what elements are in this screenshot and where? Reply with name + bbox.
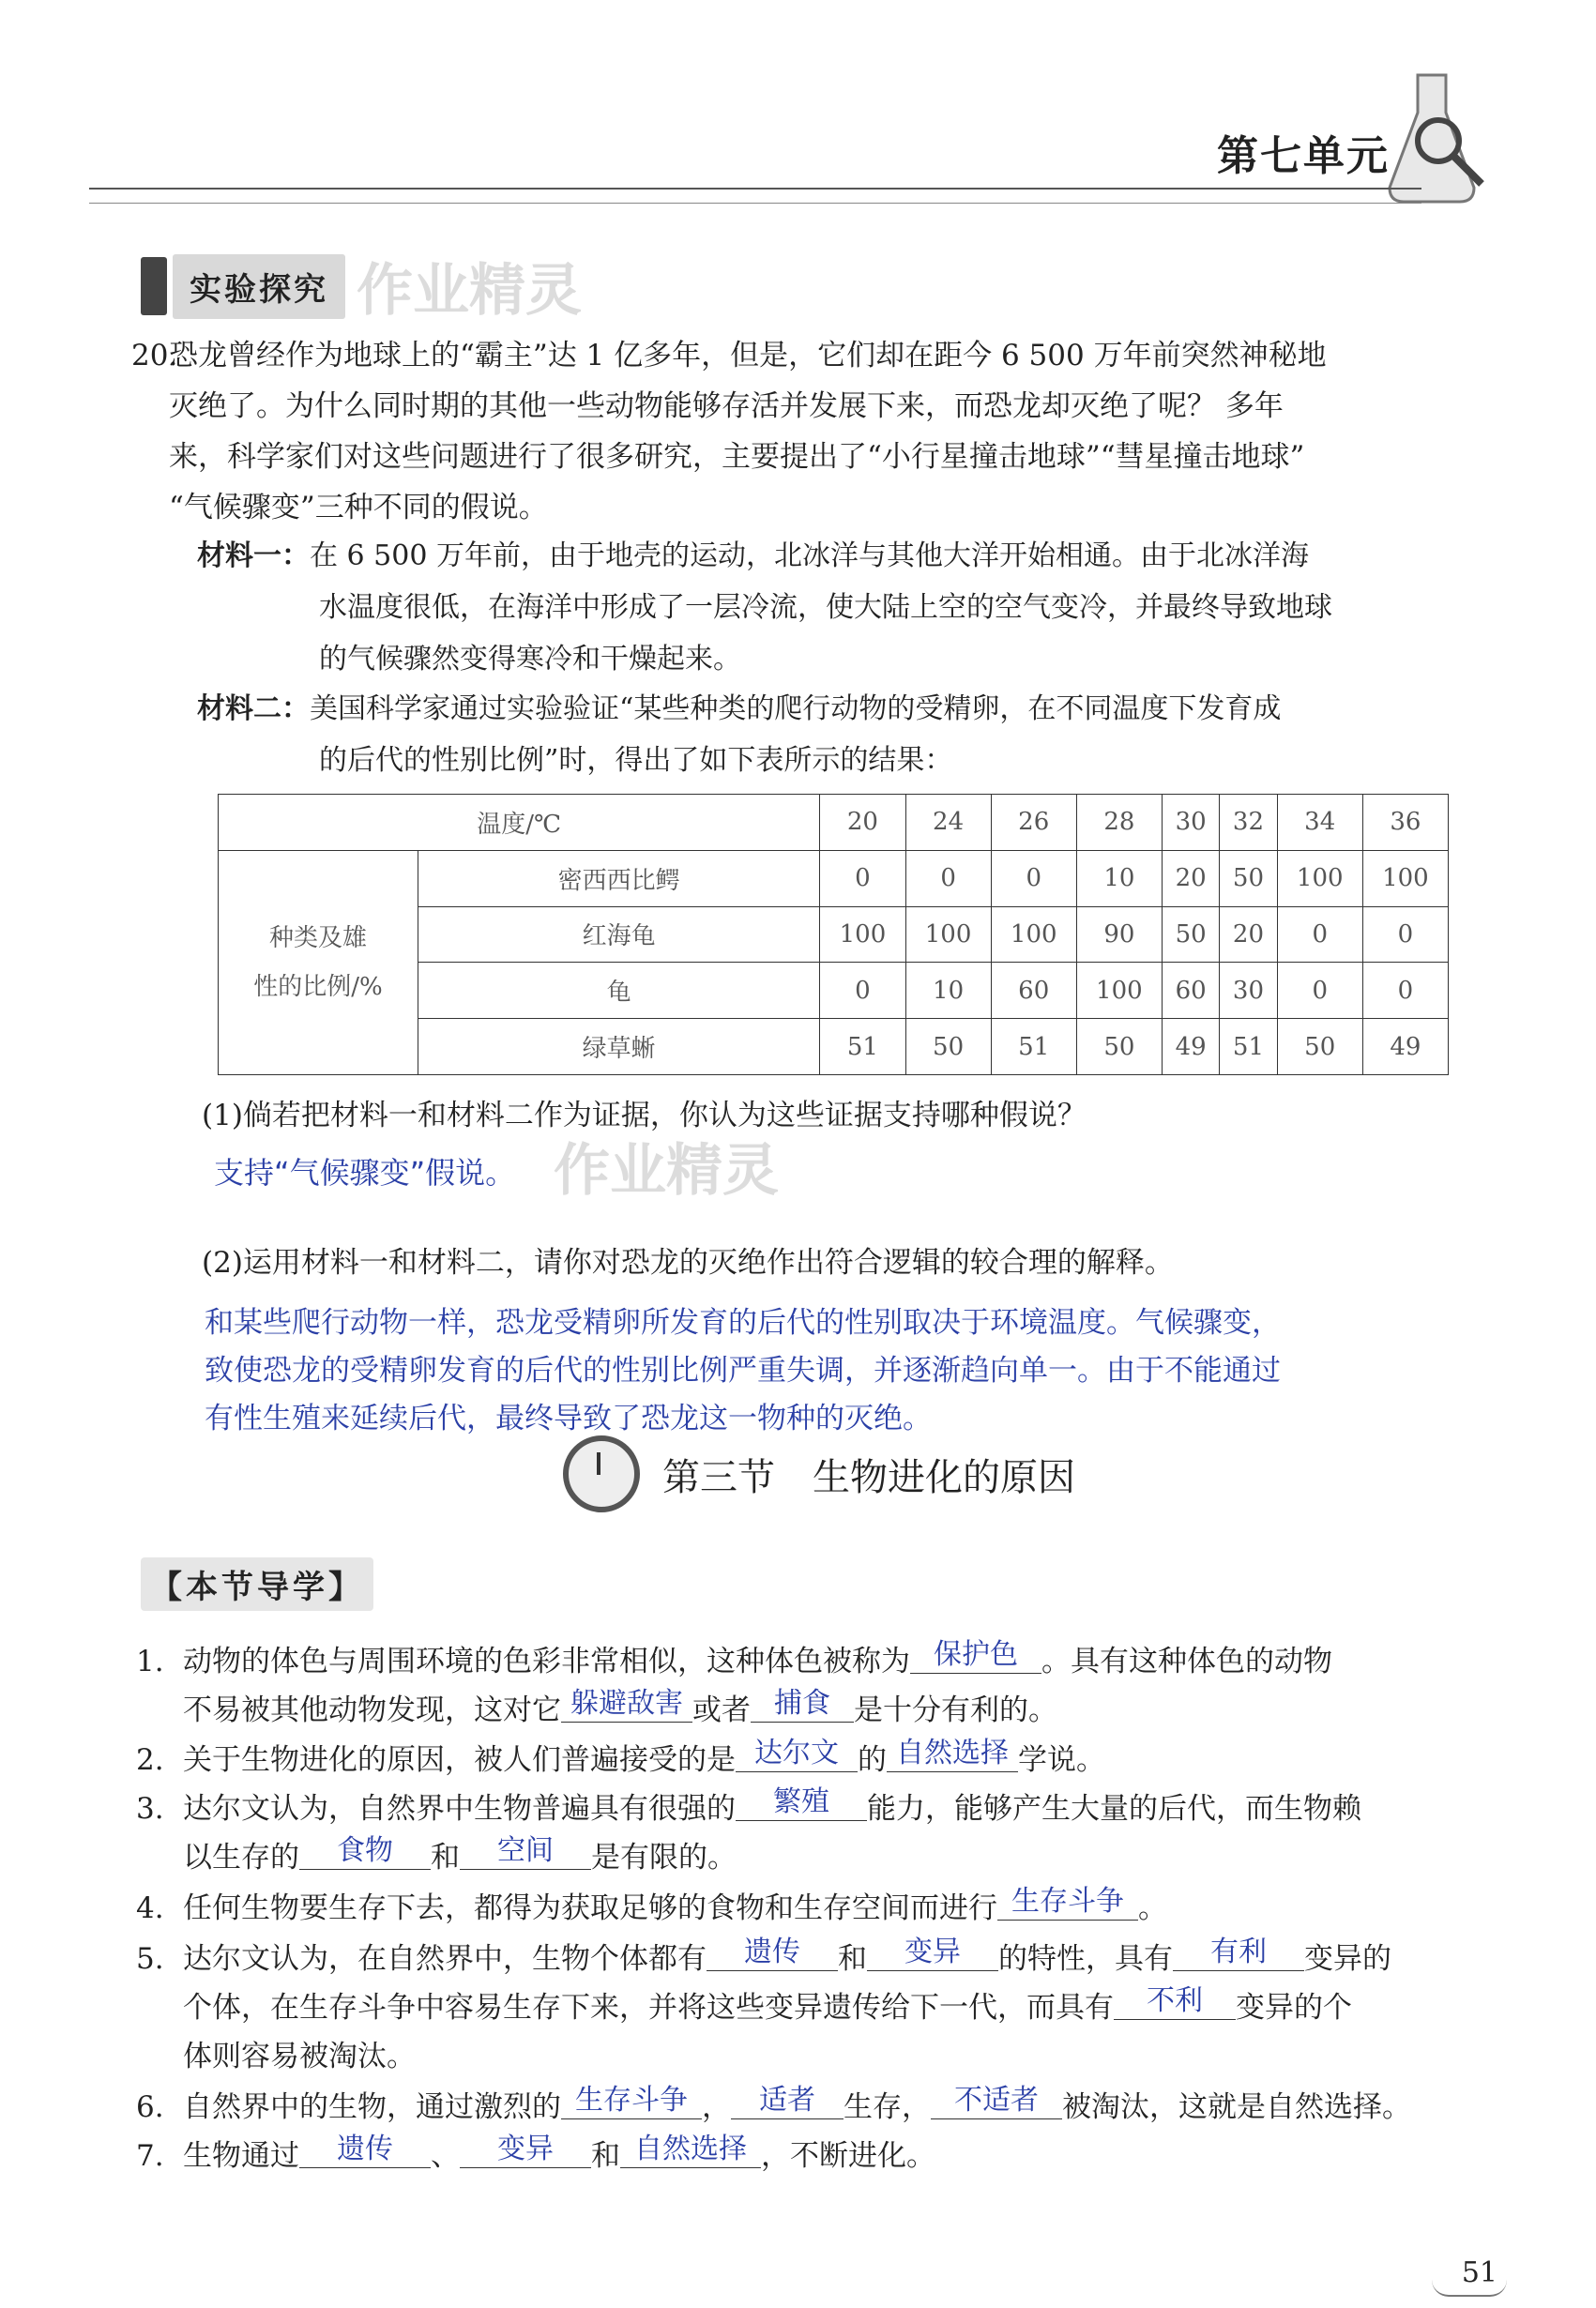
guide-question-2 <box>136 1736 1459 1784</box>
question-text: 变异的 <box>1304 1942 1391 1976</box>
question-text: 是十分有利的。 <box>854 1693 1057 1727</box>
answer-blank: 自然选择 <box>887 1736 1018 1772</box>
question-text: 学说。 <box>1018 1743 1105 1777</box>
material-1-line: 水温度很低，在海洋中形成了一层冷流，使大陆上空的空气变冷，并最终导致地球 <box>319 591 1332 624</box>
value-cell: 0 <box>1277 906 1362 963</box>
value-cell: 10 <box>1076 850 1162 906</box>
question-number: 5. <box>136 1942 164 1976</box>
question-text: 任何生物要生存下去，都得为获取足够的食物和生存空间而进行 <box>183 1891 997 1925</box>
group-label-line: 种类及雄 <box>268 923 367 952</box>
question-text: 的 <box>858 1743 887 1777</box>
question-text: 和 <box>431 1841 460 1875</box>
q20-line: 恐龙曾经作为地球上的“霸主”达 1 亿多年，但是，它们却在距今 6 500 万年前突然神秘地 <box>169 339 1327 372</box>
value-cell: 60 <box>991 963 1076 1019</box>
temp-cell: 32 <box>1220 795 1277 851</box>
temp-cell: 34 <box>1277 795 1362 851</box>
temp-cell: 30 <box>1162 795 1219 851</box>
question-number: 4. <box>136 1891 164 1925</box>
guide-question-3 <box>136 1784 1459 1882</box>
q20-line: 灭绝了。为什么同时期的其他一些动物能够存活并发展下来，而恐龙却灭绝了呢？ 多年 <box>169 389 1284 423</box>
value-cell: 10 <box>905 963 991 1019</box>
value-cell: 100 <box>820 906 905 963</box>
answer-blank: 遗传 <box>707 1935 838 1971</box>
answer-blank: 不适者 <box>931 2083 1062 2119</box>
answer-1: 支持“气候骤变”假说。 <box>214 1155 516 1191</box>
material-1-line: 的气候骤然变得寒冷和干燥起来。 <box>319 643 741 676</box>
answer-2-line: 有性生殖来延续后代，最终导致了恐龙这一物种的灭绝。 <box>205 1402 932 1435</box>
question-number: 20. <box>131 339 178 372</box>
question-text: ，不断进化。 <box>761 2139 935 2173</box>
value-cell: 100 <box>1076 963 1162 1019</box>
guide-label: 【本节导学】 <box>141 1557 373 1611</box>
question-text: 动物的体色与周围环境的色彩非常相似，这种体色被称为 <box>183 1645 910 1678</box>
group-label <box>219 850 418 1074</box>
guide-question-1 <box>136 1637 1459 1735</box>
question-text: 或者 <box>692 1693 751 1727</box>
question-text: 和 <box>591 2139 620 2173</box>
answer-blank: 食物 <box>299 1833 431 1870</box>
value-cell: 20 <box>1162 850 1219 906</box>
value-cell: 51 <box>820 1019 905 1075</box>
answer-blank: 有利 <box>1173 1935 1304 1971</box>
answer-blank: 生存斗争 <box>997 1884 1138 1921</box>
answer-blank: 保护色 <box>910 1637 1041 1674</box>
value-cell: 0 <box>1362 906 1448 963</box>
guide-question-5 <box>136 1935 1468 2081</box>
watermark: 作业精灵 <box>554 1138 779 1204</box>
question-text: 。 <box>1138 1891 1167 1925</box>
guide-question-4 <box>136 1884 1459 1933</box>
guide-question-7 <box>136 2132 1459 2180</box>
species-cell: 龟 <box>418 963 820 1019</box>
material-2-label: 材料二： <box>197 692 310 725</box>
answer-blank: 变异 <box>867 1935 998 1971</box>
value-cell: 50 <box>1277 1019 1362 1075</box>
answer-blank: 空间 <box>460 1833 591 1870</box>
material-2-line: 的后代的性别比例”时，得出了如下表所示的结果： <box>319 744 953 777</box>
question-text: 达尔文认为，在自然界中，生物个体都有 <box>183 1942 707 1976</box>
question-text: 变异的个 <box>1236 1991 1352 2025</box>
question-text: 。具有这种体色的动物 <box>1041 1645 1332 1678</box>
value-cell: 100 <box>1277 850 1362 906</box>
value-cell: 100 <box>991 906 1076 963</box>
value-cell: 50 <box>905 1019 991 1075</box>
tag-block-icon <box>141 257 167 315</box>
value-cell: 90 <box>1076 906 1162 963</box>
q20-line: “气候骤变”三种不同的假说。 <box>169 491 548 524</box>
page-number-arc <box>1432 2280 1507 2297</box>
answer-blank: 适者 <box>731 2083 844 2119</box>
answer-blank: 不利 <box>1114 1983 1236 2020</box>
question-text: 达尔文认为，自然界中生物普遍具有很强的 <box>183 1792 736 1826</box>
section-tag-label: 实验探究 <box>173 254 345 319</box>
value-cell: 49 <box>1162 1019 1219 1075</box>
question-text: 能力，能够产生大量的后代，而生物赖 <box>867 1792 1361 1826</box>
watermark: 作业精灵 <box>357 258 582 324</box>
value-cell: 20 <box>1220 906 1277 963</box>
answer-2 <box>205 1299 1452 1443</box>
value-cell: 0 <box>1362 963 1448 1019</box>
question-number: 7. <box>136 2139 164 2173</box>
temp-cell: 24 <box>905 795 991 851</box>
guide-question-6 <box>136 2083 1468 2132</box>
species-cell: 密西西比鳄 <box>418 850 820 906</box>
question-number: 3. <box>136 1792 164 1826</box>
temp-cell: 36 <box>1362 795 1448 851</box>
answer-blank: 达尔文 <box>736 1736 858 1772</box>
answer-blank: 躲避敌害 <box>561 1686 692 1723</box>
flask-magnifier-icon <box>1380 66 1493 206</box>
value-cell: 100 <box>1362 850 1448 906</box>
table-header-row <box>219 795 1449 851</box>
question-20 <box>131 330 1464 533</box>
experiment-section-tag <box>141 253 582 324</box>
question-text: 关于生物进化的原因，被人们普遍接受的是 <box>183 1743 736 1777</box>
value-cell: 49 <box>1362 1019 1448 1075</box>
material-1 <box>197 530 1464 685</box>
question-text: 个体，在生存斗争中容易生存下来，并将这些变异遗传给下一代，而具有 <box>183 1991 1114 2025</box>
question-text: 自然界中的生物，通过激烈的 <box>183 2090 561 2124</box>
question-text: 体则容易被淘汰。 <box>183 2040 416 2073</box>
value-cell: 50 <box>1220 850 1277 906</box>
value-cell: 0 <box>991 850 1076 906</box>
sub-question-2: (2)运用材料一和材料二，请你对恐龙的灭绝作出符合逻辑的较合理的解释。 <box>202 1246 1174 1280</box>
value-cell: 0 <box>905 850 991 906</box>
sub-question-1: (1)倘若把材料一和材料二作为证据，你认为这些证据支持哪种假说？ <box>202 1099 1087 1132</box>
value-cell: 50 <box>1162 906 1219 963</box>
answer-blank: 繁殖 <box>736 1784 867 1821</box>
material-1-label: 材料一： <box>197 539 310 572</box>
alarm-clock-icon <box>563 1435 640 1512</box>
value-cell: 51 <box>991 1019 1076 1075</box>
question-text: 、 <box>431 2139 460 2173</box>
value-cell: 50 <box>1076 1019 1162 1075</box>
q20-line: 来，科学家们对这些问题进行了很多研究，主要提出了“小行星撞击地球”“彗星撞击地球” <box>169 440 1305 474</box>
unit-title: 第七单元 <box>1217 132 1390 180</box>
material-2 <box>197 683 1464 786</box>
value-cell: 60 <box>1162 963 1219 1019</box>
answer-blank: 变异 <box>460 2132 591 2168</box>
question-text: 不易被其他动物发现，这对它 <box>183 1693 561 1727</box>
table-header-label: 温度/℃ <box>219 795 820 851</box>
question-number: 6. <box>136 2090 164 2124</box>
answer-blank: 自然选择 <box>620 2132 761 2168</box>
material-2-line: 美国科学家通过实验验证“某些种类的爬行动物的受精卵，在不同温度下发育成 <box>310 692 1282 725</box>
header-rule <box>89 188 1421 204</box>
value-cell: 30 <box>1220 963 1277 1019</box>
answer-2-line: 和某些爬行动物一样，恐龙受精卵所发育的后代的性别取决于环境温度。气候骤变， <box>205 1306 1281 1340</box>
question-text: 生存， <box>844 2090 931 2124</box>
question-number: 1. <box>136 1645 164 1678</box>
answer-blank: 捕食 <box>751 1686 854 1723</box>
question-text: ， <box>702 2090 731 2124</box>
sex-ratio-table <box>218 794 1449 1075</box>
temp-cell: 28 <box>1076 795 1162 851</box>
species-cell: 绿草蜥 <box>418 1019 820 1075</box>
value-cell: 0 <box>820 850 905 906</box>
question-text: 生物通过 <box>183 2139 299 2173</box>
question-text: 是有限的。 <box>591 1841 737 1875</box>
value-cell: 0 <box>1277 963 1362 1019</box>
species-cell: 红海龟 <box>418 906 820 963</box>
question-text: 和 <box>838 1942 867 1976</box>
question-text: 以生存的 <box>183 1841 299 1875</box>
question-number: 2. <box>136 1743 164 1777</box>
answer-blank: 生存斗争 <box>561 2083 702 2119</box>
value-cell: 51 <box>1220 1019 1277 1075</box>
section-title <box>563 1435 1075 1512</box>
temp-cell: 20 <box>820 795 905 851</box>
page-number: 51 <box>1461 2256 1497 2289</box>
value-cell: 100 <box>905 906 991 963</box>
material-1-line: 在 6 500 万年前，由于地壳的运动，北冰洋与其他大洋开始相通。由于北冰洋海 <box>310 539 1309 572</box>
value-cell: 0 <box>820 963 905 1019</box>
answer-2-line: 致使恐龙的受精卵发育的后代的性别比例严重失调，并逐渐趋向单一。由于不能通过 <box>205 1354 1281 1388</box>
section-title-text: 第三节 生物进化的原因 <box>662 1455 1075 1499</box>
group-label-line: 性的比例/% <box>253 972 383 1001</box>
table-row <box>219 850 1449 906</box>
answer-blank: 遗传 <box>299 2132 431 2168</box>
temp-cell: 26 <box>991 795 1076 851</box>
question-text: 的特性，具有 <box>998 1942 1173 1976</box>
question-text: 被淘汰，这就是自然选择。 <box>1062 2090 1411 2124</box>
